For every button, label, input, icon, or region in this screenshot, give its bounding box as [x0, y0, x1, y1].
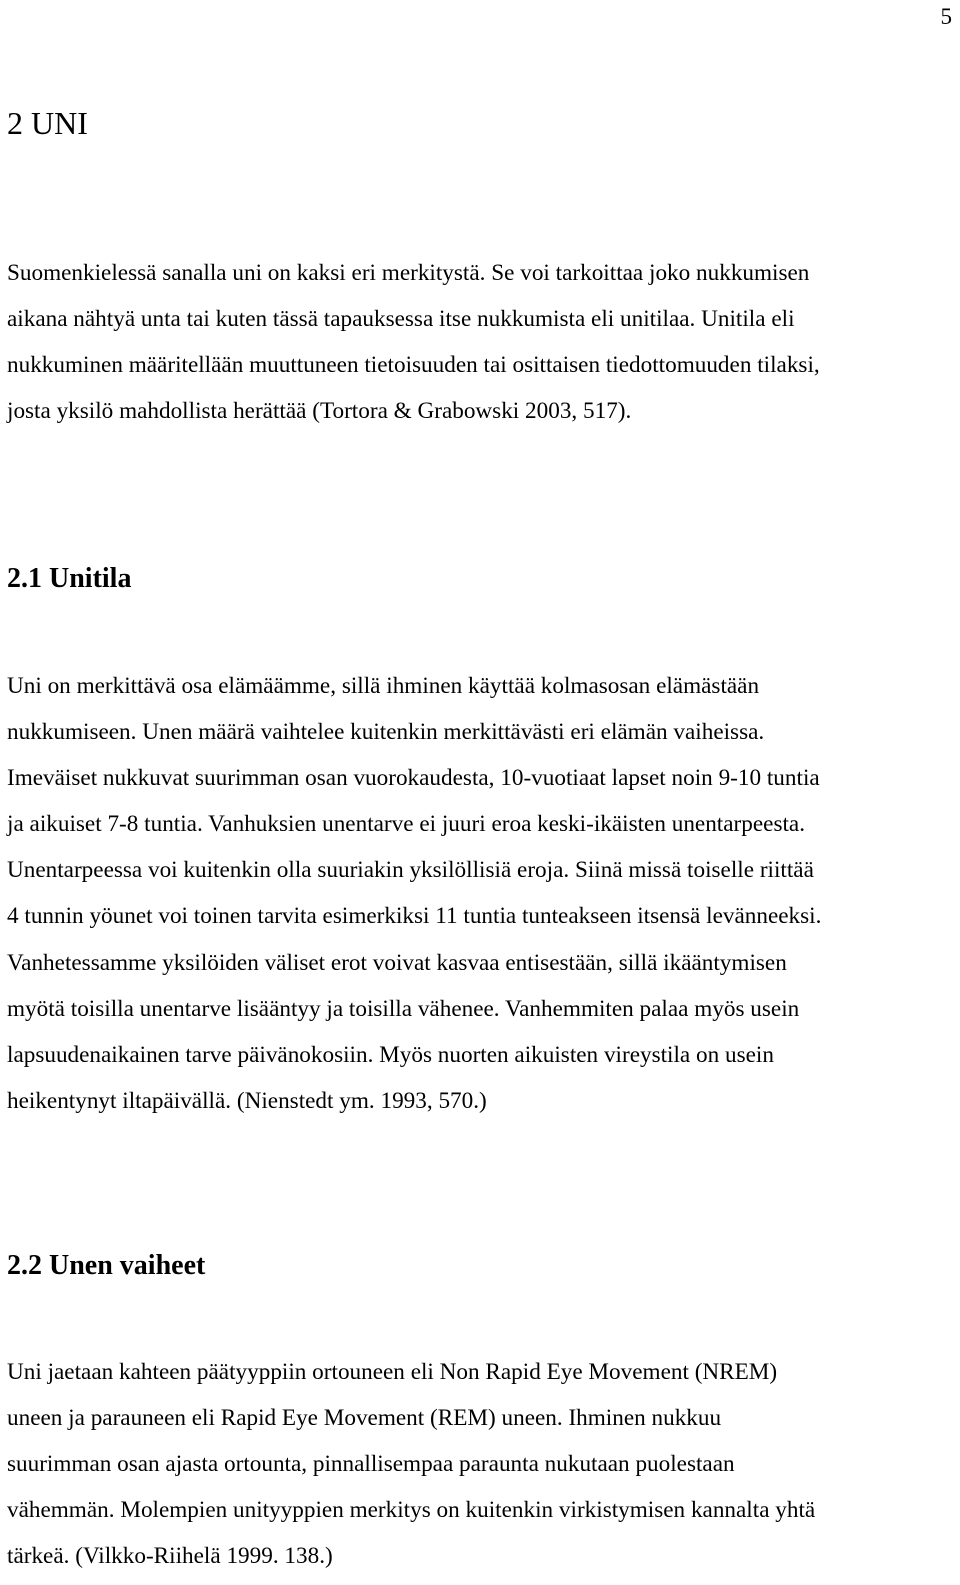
paragraph-line: ja aikuiset 7-8 tuntia. Vanhuksien unentarve ei juuri eroa keski-ikäisten unentarpeesta.	[7, 811, 805, 838]
paragraph-line: aikana nähtyä unta tai kuten tässä tapauksessa itse nukkumista eli unitilaa. Unitila eli	[7, 306, 795, 333]
chapter-title: 2 UNI	[7, 105, 88, 141]
section-2-title: 2.2 Unen vaiheet	[7, 1250, 206, 1281]
paragraph-line: tärkeä. (Vilkko-Riihelä 1999. 138.)	[7, 1543, 333, 1570]
section-2-paragraph	[7, 1349, 957, 1579]
paragraph-line: nukkuminen määritellään muuttuneen tietoisuuden tai osittaisen tiedottomuuden tilaksi,	[7, 352, 820, 379]
paragraph-line: vähemmän. Molempien unityyppien merkitys on kuitenkin virkistymisen kannalta yhtä	[7, 1497, 816, 1524]
page-number: 5	[940, 4, 952, 29]
paragraph-line: Vanhetessamme yksilöiden väliset erot voivat kasvaa entisestään, sillä ikääntymisen	[7, 949, 787, 976]
paragraph-line: nukkumiseen. Unen määrä vaihtelee kuitenkin merkittävästi eri elämän vaiheissa.	[7, 719, 765, 746]
section-1-paragraph	[7, 663, 957, 1124]
paragraph-line: Suomenkielessä sanalla uni on kaksi eri merkitystä. Se voi tarkoittaa joko nukkumisen	[7, 260, 810, 286]
intro-paragraph	[7, 250, 957, 434]
paragraph-line: myötä toisilla unentarve lisääntyy ja toisilla vähenee. Vanhemmiten palaa myös usein	[7, 995, 800, 1022]
paragraph-line: 4 tunnin yöunet voi toinen tarvita esimerkiksi 11 tuntia tunteakseen itsensä levänneeksi.	[7, 903, 822, 930]
section-1-title: 2.1 Unitila	[7, 563, 132, 594]
paragraph-line: Imeväiset nukkuvat suurimman osan vuorokaudesta, 10-vuotiaat lapset noin 9-10 tuntia	[7, 765, 820, 792]
paragraph-line: josta yksilö mahdollista herättää (Tortora & Grabowski 2003, 517).	[7, 398, 632, 425]
paragraph-line: heikentynyt iltapäivällä. (Nienstedt ym. 1993, 570.)	[7, 1087, 487, 1114]
paragraph-line: suurimman osan ajasta ortounta, pinnallisempaa paraunta nukutaan puolestaan	[7, 1451, 735, 1478]
paragraph-line: uneen ja parauneen eli Rapid Eye Movement (REM) uneen. Ihminen nukkuu	[7, 1405, 722, 1432]
paragraph-line: Unentarpeessa voi kuitenkin olla suuriakin yksilöllisiä eroja. Siinä missä toiselle riittää	[7, 857, 814, 884]
paragraph-line: Uni jaetaan kahteen päätyyppiin ortouneen eli Non Rapid Eye Movement (NREM)	[7, 1359, 778, 1385]
paragraph-line: Uni on merkittävä osa elämäämme, sillä ihminen käyttää kolmasosan elämästään	[7, 673, 760, 699]
paragraph-line: lapsuudenaikainen tarve päivänokosiin. Myös nuorten aikuisten vireystila on usein	[7, 1041, 774, 1068]
